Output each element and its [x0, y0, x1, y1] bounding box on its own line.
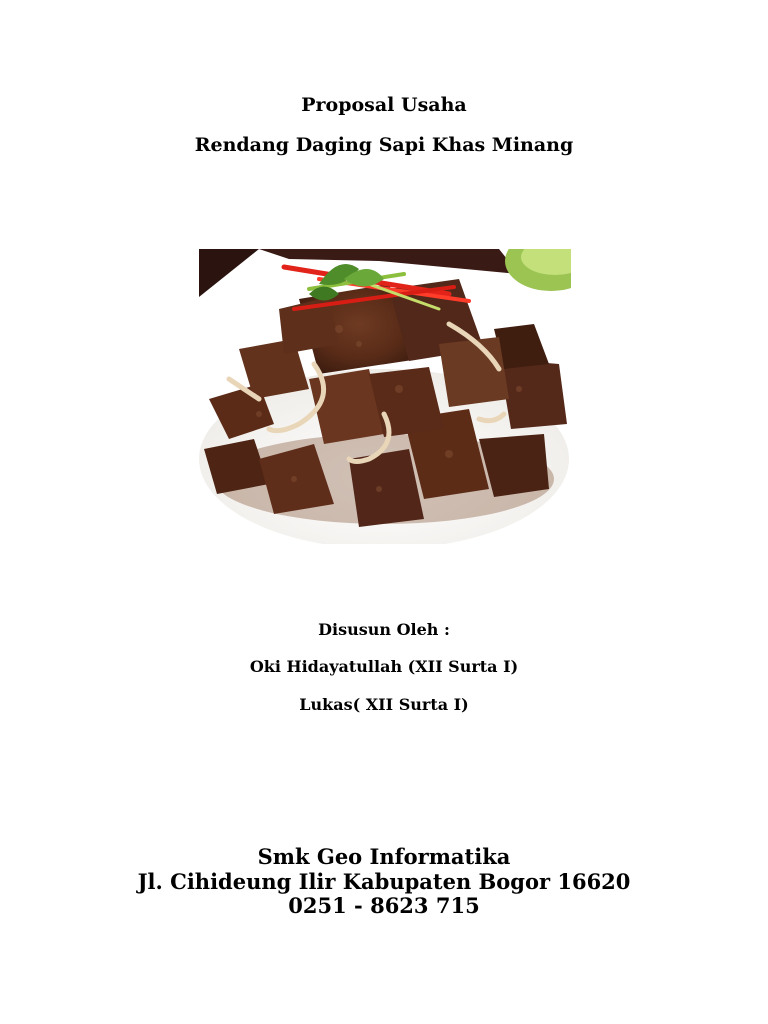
proposal-subtitle: Rendang Daging Sapi Khas Minang — [194, 134, 574, 156]
author-name: Lukas( XII Surta I) — [299, 695, 469, 714]
school-address: Jl. Cihideung Ilir Kabupaten Bogor 16620 — [137, 869, 631, 894]
authors-heading: Disusun Oleh : — [318, 620, 450, 639]
proposal-title: Proposal Usaha — [301, 94, 467, 116]
author-name: Oki Hidayatullah (XII Surta I) — [249, 657, 519, 676]
rendang-photo — [199, 249, 571, 544]
school-name: Smk Geo Informatika — [257, 844, 511, 869]
school-phone: 0251 - 8623 715 — [288, 893, 480, 918]
